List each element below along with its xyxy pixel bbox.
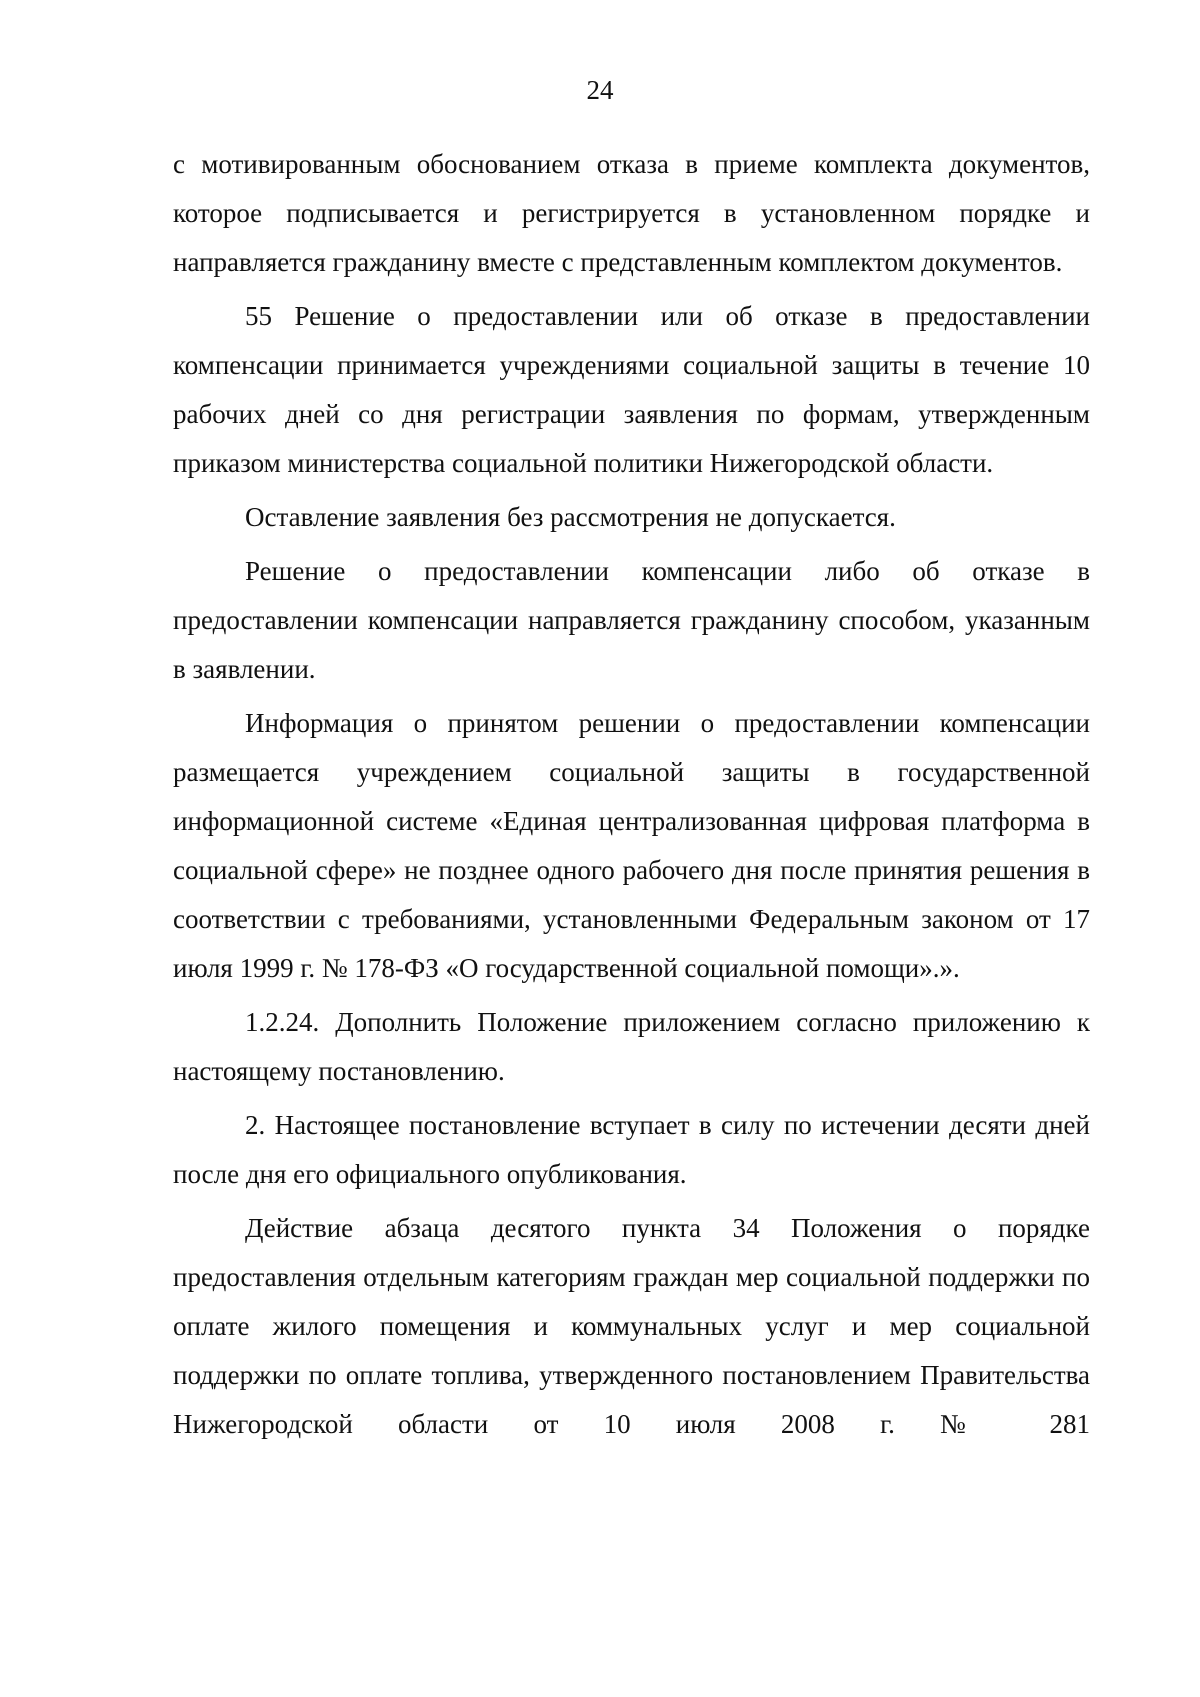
paragraph-no-dismissal: Оставление заявления без рассмотрения не допускается.: [245, 502, 896, 532]
paragraph-item-1-2-24: 1.2.24. Дополнить Положение приложением согласно приложению к настоящему постановлению.: [173, 1007, 1090, 1086]
paragraph-refusal-continuation: с мотивированным обоснованием отказа в приеме комплекта документов, которое подписывается и регистрируется в установленном порядке и направляется гражданину вместе с представленным комплектом документов.: [173, 149, 1090, 277]
paragraph-item-55: 55 Решение о предоставлении или об отказе в предоставлении компенсации принимается учреждениями социальной защиты в течение 10 рабочих дней со дня регистрации заявления по формам, утвержденным приказом министерства социальной политики Нижегородской области.: [173, 301, 1090, 478]
paragraph-decision-delivery: Решение о предоставлении компенсации либо об отказе в предоставлении компенсации направляется гражданину способом, указанным в заявлении.: [173, 556, 1090, 684]
document-body: [173, 140, 1090, 1454]
paragraph-effect-clause: Действие абзаца десятого пункта 34 Положения о порядке предоставления отдельным категориям граждан мер социальной поддержки по оплате жилого помещения и коммунальных услуг и мер социальной поддержки по оплате топлива, утвержденного постановлением Правительства Нижегородской области от 10 июля 2008 г. № 281: [173, 1213, 1090, 1439]
paragraph-item-2: 2. Настоящее постановление вступает в силу по истечении десяти дней после дня его официального опубликования.: [173, 1110, 1090, 1189]
paragraph-information-posting: Информация о принятом решении о предоставлении компенсации размещается учреждением социальной защиты в государственной информационной системе «Единая централизованная цифровая платформа в социальной сфере» не позднее одного рабочего дня после принятия решения в соответствии с требованиями, установленными Федеральным законом от 17 июля 1999 г. № 178-ФЗ «О государственной социальной помощи».».: [173, 708, 1090, 983]
page-number: 24: [586, 75, 614, 105]
